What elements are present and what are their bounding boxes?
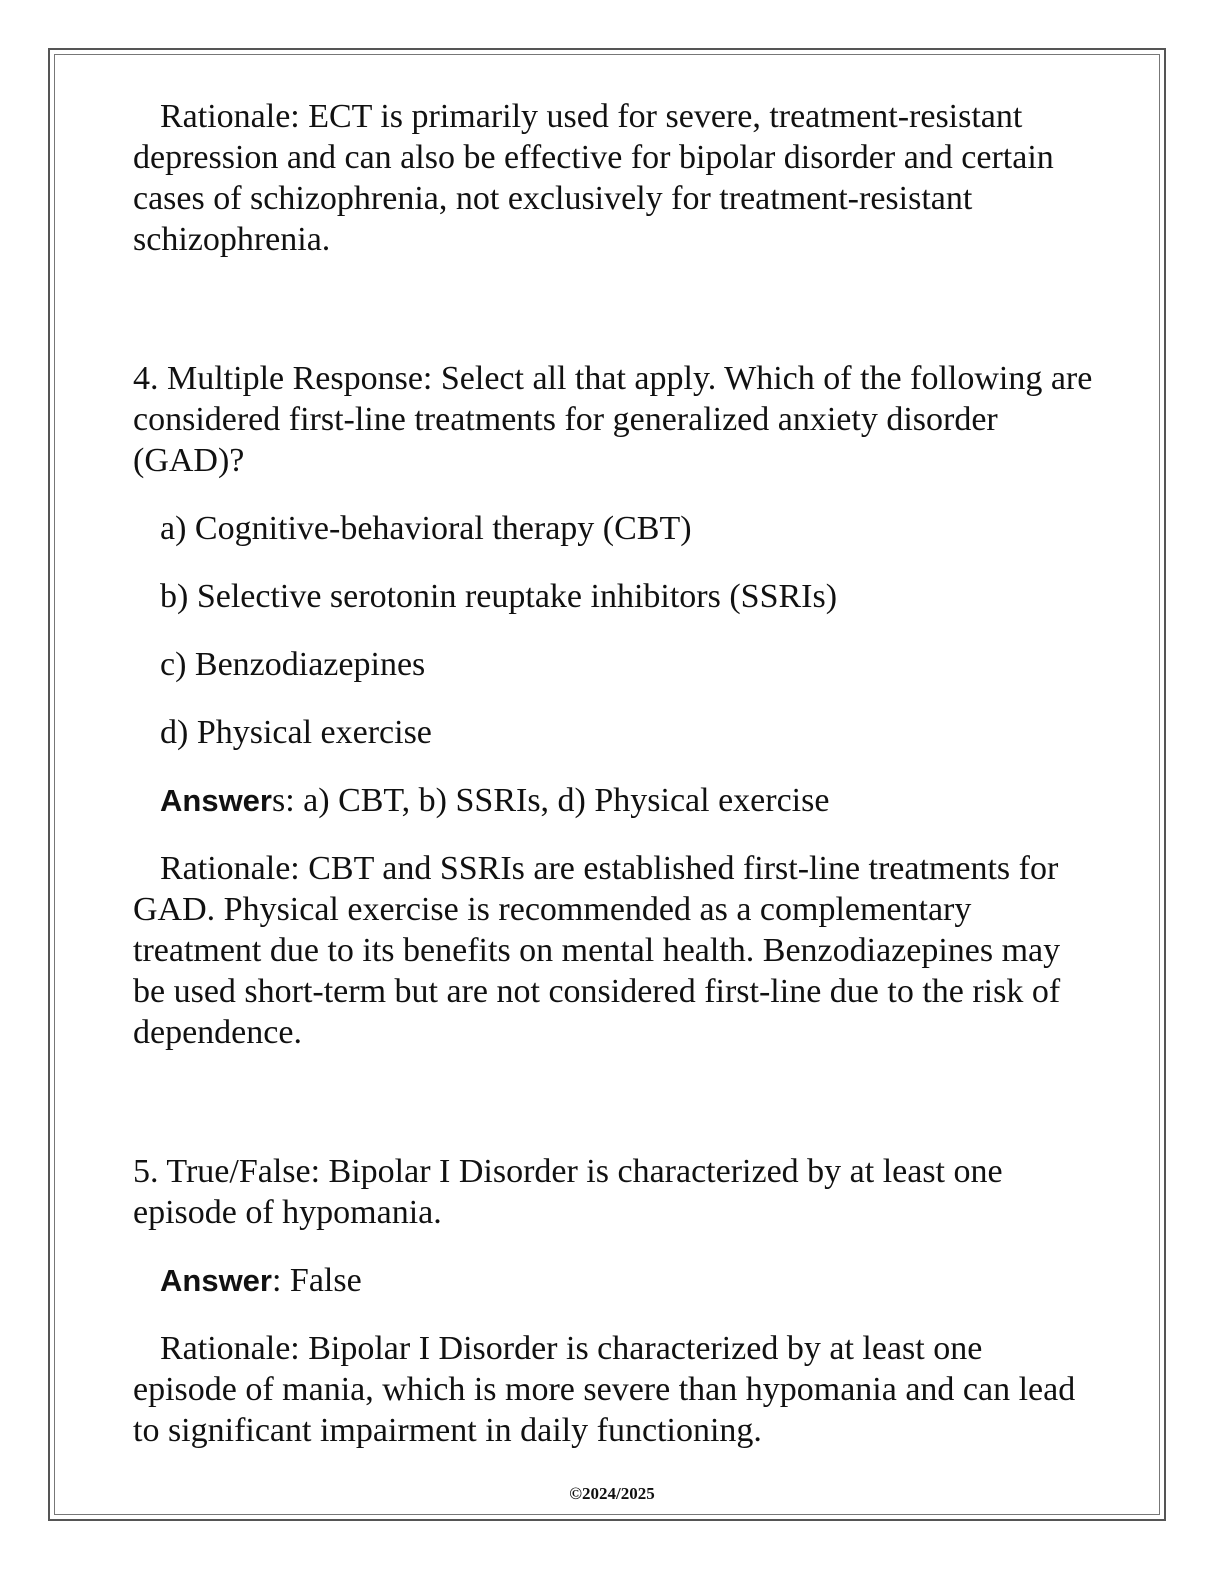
answer-label: Answer xyxy=(160,1263,272,1298)
answer-q5 xyxy=(133,1260,1093,1301)
rationale-q5: Rationale: Bipolar I Disorder is characterized by at least one episode of mania, which is more severe than hypomania and can lead to significant impairment in daily functioning. xyxy=(133,1330,1076,1449)
option-c: c) Benzodiazepines xyxy=(160,646,426,683)
answer-text: s: a) CBT, b) SSRIs, d) Physical exercise xyxy=(271,782,830,819)
question-5: 5. True/False: Bipolar I Disorder is characterized by at least one episode of hypomania. xyxy=(133,1153,1003,1231)
answer-q4 xyxy=(133,780,1093,821)
option-d: d) Physical exercise xyxy=(160,714,432,751)
document-body xyxy=(133,96,1093,1451)
option-a: a) Cognitive-behavioral therapy (CBT) xyxy=(160,510,692,547)
copyright-footer: ©2024/2025 xyxy=(569,1484,655,1503)
question-4: 4. Multiple Response: Select all that apply. Which of the following are considered first-line treatments for generalized anxiety disorder (GAD)? xyxy=(133,360,1093,479)
answer-label: Answer xyxy=(160,783,272,818)
rationale-q3: Rationale: ECT is primarily used for severe, treatment-resistant depression and can also be effective for bipolar disorder and certain cases of schizophrenia, not exclusively for treatment-resistant schizophrenia. xyxy=(133,98,1054,258)
rationale-q4: Rationale: CBT and SSRIs are established first-line treatments for GAD. Physical exercise is recommended as a complementary treatment due to its benefits on mental health. Benzodiazepines may be used short-term but are not considered first-line due to the risk of dependence. xyxy=(133,850,1061,1051)
option-b: b) Selective serotonin reuptake inhibitors (SSRIs) xyxy=(160,578,838,615)
answer-text: : False xyxy=(271,1262,362,1299)
